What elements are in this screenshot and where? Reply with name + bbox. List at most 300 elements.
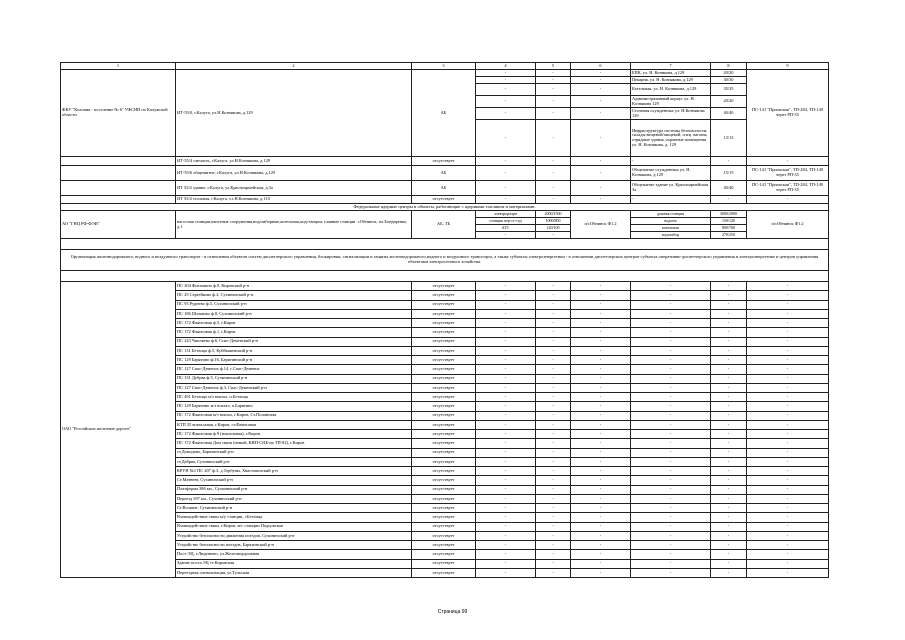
table-cell: -	[476, 300, 536, 309]
object-address-cell: ПС 127 Спас-Деменск ф.14, г.Спас-Деменск	[176, 365, 412, 374]
table-cell: -	[631, 319, 711, 328]
subsystem-name-cell: котельная	[631, 225, 711, 232]
table-cell: -	[711, 494, 747, 503]
category-cell: отсутствует	[412, 513, 476, 522]
category-cell: отсутствует	[412, 485, 476, 494]
table-cell: -	[536, 448, 571, 457]
table-row	[61, 309, 829, 318]
table-row	[61, 494, 829, 503]
object-address-cell: ИТ-55/0, г.Калуга, ул.Н.Кознякова, д.129	[176, 70, 412, 157]
table-cell	[61, 271, 829, 282]
sub-object-cell: Котельная, ул. Н. Кознякова, д.129	[631, 84, 711, 96]
table-cell: -	[747, 439, 829, 448]
table-cell: -	[476, 96, 536, 108]
table-row	[61, 531, 829, 540]
category-cell: отсутствует	[412, 420, 476, 429]
table-cell: -	[571, 411, 631, 420]
table-cell: -	[571, 568, 631, 577]
table-cell: -	[747, 356, 829, 365]
object-address-cell: ПС 127 Спас-Деменск ф.3, Спас-Деменский р-н	[176, 383, 412, 392]
table-cell: -	[571, 494, 631, 503]
category-cell: отсутствует	[412, 522, 476, 531]
table-cell: -	[571, 504, 631, 513]
table-cell: -	[711, 531, 747, 540]
table-cell: -	[631, 328, 711, 337]
table-cell: -	[571, 328, 631, 337]
category-cell: отсутствует	[412, 448, 476, 457]
table-cell: -	[476, 309, 536, 318]
object-address-cell: Ст.Матвеев, Сухиничский р-н	[176, 476, 412, 485]
table-row	[61, 393, 829, 402]
table-cell: -	[476, 232, 536, 239]
table-row	[61, 504, 829, 513]
table-cell: -	[631, 282, 711, 291]
table-cell: -	[747, 309, 829, 318]
table-cell: -	[536, 84, 571, 96]
table-cell: -	[747, 513, 829, 522]
table-cell: -	[536, 522, 571, 531]
table-cell: -	[571, 402, 631, 411]
table-cell: -	[631, 402, 711, 411]
organization-cell: ОАО "Российские железные дороги"	[61, 282, 176, 578]
table-cell	[61, 181, 176, 196]
table-row	[61, 346, 829, 355]
table-cell: -	[536, 513, 571, 522]
table-cell: -	[571, 485, 631, 494]
table-cell: -	[711, 309, 747, 318]
table-cell: -	[476, 282, 536, 291]
table-cell: -	[571, 157, 631, 166]
table-cell: -	[711, 457, 747, 466]
table-cell: -	[571, 393, 631, 402]
sub-object-cell: Столовая осужденных ул. Н.Кознякова 129	[631, 108, 711, 120]
table-cell: -	[571, 531, 631, 540]
table-cell: -	[711, 513, 747, 522]
table-cell: -	[631, 393, 711, 402]
table-cell: -	[631, 420, 711, 429]
column-header-4: 4	[476, 63, 536, 70]
table-row	[61, 181, 829, 196]
value-cell: 1000/800	[536, 218, 571, 225]
table-cell: -	[476, 439, 536, 448]
object-address-cell: ПС 131 Дубрва ф.5, Сухиничский р-н	[176, 374, 412, 383]
table-cell: -	[536, 96, 571, 108]
category-cell: отсутствует	[412, 411, 476, 420]
table-cell: -	[747, 383, 829, 392]
table-cell: -	[631, 467, 711, 476]
table-row	[61, 513, 829, 522]
table-cell: -	[571, 374, 631, 383]
object-address-cell: насосная станция,очистные сооружения,водозаборные,котельная,подстанции, главные станции. г.Обнинск, пл.Бондаренко, д.1	[176, 211, 412, 239]
value-cell: 35/35	[711, 84, 747, 96]
table-cell: -	[476, 346, 536, 355]
table-cell: -	[536, 559, 571, 568]
table-cell: -	[476, 531, 536, 540]
value-cell: 120/100	[536, 225, 571, 232]
object-address-cell: Переездная сигнализация, ул.Тульская	[176, 568, 412, 577]
table-cell: -	[476, 513, 536, 522]
table-cell: -	[571, 365, 631, 374]
category-cell: отсутствует	[412, 393, 476, 402]
category-cell: отсутствует	[412, 439, 476, 448]
object-address-cell: Платформа 386 км., Сухиничский р-н	[176, 485, 412, 494]
table-cell: -	[711, 420, 747, 429]
table-row	[61, 374, 829, 383]
table-cell	[61, 157, 176, 166]
table-row	[61, 411, 829, 420]
table-cell: -	[476, 430, 536, 439]
table-row	[61, 559, 829, 568]
table-cell: -	[536, 328, 571, 337]
category-cell: отсутствует	[412, 550, 476, 559]
table-cell: -	[711, 411, 747, 420]
table-cell: -	[536, 457, 571, 466]
table-cell: -	[476, 420, 536, 429]
table-row	[61, 300, 829, 309]
sub-object-cell: Пекарня, ул. Н. Козиякова, д.129	[631, 77, 711, 84]
table-cell: -	[571, 77, 631, 84]
sub-object-cell: Инфраструктура системы безопасности, склады вещевой/пищевой, спец. вагоны, отрядные здания, охранные помещения ул. Н. Кознякова, д. 129	[631, 120, 711, 157]
table-cell: -	[747, 559, 829, 568]
table-row	[61, 356, 829, 365]
value-cell: 40/40	[711, 181, 747, 196]
table-cell: -	[476, 559, 536, 568]
category-cell: отсутствует	[412, 300, 476, 309]
table-cell: -	[476, 365, 536, 374]
table-cell: -	[536, 291, 571, 300]
table-cell	[61, 239, 829, 250]
table-cell: -	[536, 356, 571, 365]
table-row	[61, 476, 829, 485]
table-cell: -	[747, 568, 829, 577]
table-cell: -	[536, 120, 571, 157]
table-cell: -	[631, 531, 711, 540]
table-cell: -	[747, 319, 829, 328]
category-cell: АБ, ТБ	[412, 211, 476, 239]
table-cell: -	[631, 485, 711, 494]
table-cell: -	[571, 457, 631, 466]
table-row	[61, 70, 829, 77]
table-cell: -	[571, 448, 631, 457]
category-cell: отсутствует	[412, 504, 476, 513]
category-cell: отсутствует	[412, 476, 476, 485]
table-cell: -	[631, 300, 711, 309]
table-cell: -	[631, 476, 711, 485]
object-address-cell: ПС 131 Бетлица ф.5, Куйбышевский р-н	[176, 346, 412, 355]
object-address-cell: Ст.Волшне, Сухиничский р-н	[176, 504, 412, 513]
table-cell: -	[747, 467, 829, 476]
table-cell: -	[711, 504, 747, 513]
power-source-cell: п/сОбнинск Ф1.2	[571, 211, 631, 239]
category-cell: отсутствует	[412, 309, 476, 318]
object-address-cell: ст.Домодово, Барятинский р-н	[176, 448, 412, 457]
object-table	[60, 62, 829, 578]
table-cell: -	[536, 166, 571, 181]
object-address-cell: ПС 93 Руднево ф.5, Сухиничский р-н	[176, 300, 412, 309]
category-cell: отсутствует	[412, 457, 476, 466]
table-cell: -	[536, 531, 571, 540]
spacer-row	[61, 239, 829, 250]
table-cell: -	[747, 531, 829, 540]
value-cell: 270/250	[711, 232, 747, 239]
object-address-cell: ПС 491 Бетлица м/з вокзал, п.Бетлица	[176, 393, 412, 402]
table-cell: -	[747, 328, 829, 337]
column-header-2: 2	[176, 63, 412, 70]
category-cell: отсутствует	[412, 568, 476, 577]
spacer-row	[61, 271, 829, 282]
category-cell: отсутствует	[412, 467, 476, 476]
table-cell: -	[476, 541, 536, 550]
table-cell: -	[747, 541, 829, 550]
sub-object-cell: -	[631, 196, 711, 204]
table-row	[61, 541, 829, 550]
power-source-cell: п/сОбнинск Ф1.2	[747, 211, 829, 239]
table-row	[61, 337, 829, 346]
table-cell: -	[711, 393, 747, 402]
table-cell: -	[571, 513, 631, 522]
table-cell: -	[476, 402, 536, 411]
table-cell: -	[536, 504, 571, 513]
category-cell: отсутствует	[412, 291, 476, 300]
table-cell: -	[711, 328, 747, 337]
category-cell: отсутствует	[412, 356, 476, 365]
table-cell: -	[571, 108, 631, 120]
column-header-9: 9	[747, 63, 829, 70]
table-cell: -	[711, 282, 747, 291]
table-cell: -	[631, 430, 711, 439]
object-address-cell: ПС 172 Фаянсовая ф.5, г.Киров	[176, 319, 412, 328]
header-row	[61, 63, 829, 70]
page-number: Страница 99	[437, 609, 468, 615]
table-cell: -	[571, 337, 631, 346]
column-header-5: 5	[536, 63, 571, 70]
table-cell: -	[711, 550, 747, 559]
table-cell: -	[571, 319, 631, 328]
value-cell: 3000/2900	[711, 211, 747, 218]
table-cell: -	[571, 430, 631, 439]
sub-object-cell: Общежитие здание ул. Красноармейская 3а	[631, 181, 711, 196]
category-cell: отсутствует	[412, 346, 476, 355]
object-address-cell: ИТ 55/4 столовая, г.Калуга, т.з.Н.Кознякова, д.110	[176, 196, 412, 204]
sub-object-cell: Общежитие осужденных ул. Н. Кознякова, д.129	[631, 166, 711, 181]
table-cell: -	[536, 411, 571, 420]
organization-cell: ФКУ "Колония - поселение № 6" УФСИН по Калужской области	[61, 70, 176, 157]
table-cell: -	[571, 96, 631, 108]
value-cell: -	[711, 157, 747, 166]
table-cell: -	[571, 291, 631, 300]
table-cell: -	[631, 568, 711, 577]
table-cell: -	[711, 383, 747, 392]
power-source-cell: ПС-141 "Приокская", ТП-284, ТП-149 через РП-35	[747, 181, 829, 196]
object-address-cell: ПС 129 Барятино м/з вокзал, п.Барятино	[176, 402, 412, 411]
object-address-cell: Переезд 397 км., Сухиничский р-н	[176, 494, 412, 503]
object-address-cell: Здание поста ЭЦ ст.Кировская	[176, 559, 412, 568]
table-cell: -	[536, 108, 571, 120]
table-cell: -	[476, 120, 536, 157]
table-cell: -	[571, 467, 631, 476]
table-cell: -	[536, 494, 571, 503]
table-cell: -	[711, 346, 747, 355]
object-address-cell: ИТ 55/4 здание, г.Калуга, ул.Красноармейская, д.3а	[176, 181, 412, 196]
table-cell: -	[571, 84, 631, 96]
table-row	[61, 365, 829, 374]
table-cell	[61, 196, 176, 204]
column-header-6: 6	[571, 63, 631, 70]
table-cell: -	[476, 84, 536, 96]
table-cell: -	[536, 430, 571, 439]
table-cell: -	[631, 439, 711, 448]
table-cell	[61, 166, 176, 181]
table-cell: -	[571, 383, 631, 392]
table-row	[61, 550, 829, 559]
table-cell: -	[476, 504, 536, 513]
table-cell: -	[536, 476, 571, 485]
value-cell: -	[711, 196, 747, 204]
table-cell: -	[536, 383, 571, 392]
table-cell: -	[631, 356, 711, 365]
value-cell: 150/120	[711, 218, 747, 225]
object-address-cell: КТП 35 вокзальная, г.Киров, ст.Фаянсовая	[176, 420, 412, 429]
value-cell: 20/20	[711, 96, 747, 108]
table-row	[61, 196, 829, 204]
table-cell: -	[536, 309, 571, 318]
table-cell: -	[571, 356, 631, 365]
table-cell: -	[476, 411, 536, 420]
table-cell: -	[476, 356, 536, 365]
table-cell: -	[536, 70, 571, 77]
table-row	[61, 430, 829, 439]
table-cell: -	[571, 476, 631, 485]
table-cell: -	[476, 319, 536, 328]
subsystem-name-cell: АТС	[476, 225, 536, 232]
value-cell: 2000/1500	[536, 211, 571, 218]
table-cell: -	[747, 430, 829, 439]
column-header-3: 3	[412, 63, 476, 70]
table-row	[61, 568, 829, 577]
table-cell: -	[711, 485, 747, 494]
category-cell: АБ	[412, 181, 476, 196]
table-cell: -	[711, 374, 747, 383]
category-cell: АБ	[412, 166, 476, 181]
table-cell: -	[711, 448, 747, 457]
object-address-cell: ст.Дабрва, Сухиничский р-н	[176, 457, 412, 466]
table-cell: -	[476, 337, 536, 346]
object-address-cell: ПС 172 Фаянсовая Дом связи (новый, КИП-СЦБ-на ТП-82), г.Киров	[176, 439, 412, 448]
table-cell: -	[476, 374, 536, 383]
table-row	[61, 291, 829, 300]
table-cell: -	[747, 420, 829, 429]
subsystem-name-cell: водоем	[631, 218, 711, 225]
table-cell: -	[536, 568, 571, 577]
table-cell: -	[536, 402, 571, 411]
table-cell: -	[476, 494, 536, 503]
table-cell: -	[711, 356, 747, 365]
table-cell: -	[747, 393, 829, 402]
object-address-cell: ИТ-55/4 санчасть, г.Калуга, ул.Н.Кознякова, д.129	[176, 157, 412, 166]
table-cell: -	[571, 420, 631, 429]
object-address-cell: КРУН №1 ПС 207 ф.3, д.Тербуны, Хвастовичский р-н	[176, 467, 412, 476]
table-cell: -	[536, 550, 571, 559]
category-cell: отсутствует	[412, 383, 476, 392]
table-cell: -	[536, 77, 571, 84]
table-cell: -	[536, 282, 571, 291]
table-row	[61, 485, 829, 494]
table-cell: -	[571, 309, 631, 318]
table-cell: -	[631, 457, 711, 466]
table-cell: -	[747, 374, 829, 383]
table-cell: -	[536, 541, 571, 550]
table-cell: -	[476, 157, 536, 166]
table-cell: -	[571, 300, 631, 309]
table-cell: -	[747, 291, 829, 300]
table-cell: -	[571, 120, 631, 157]
category-cell: отсутствует	[412, 365, 476, 374]
table-cell: -	[476, 568, 536, 577]
table-cell: -	[747, 457, 829, 466]
table-cell: -	[711, 291, 747, 300]
table-cell: -	[536, 374, 571, 383]
table-cell: -	[711, 559, 747, 568]
table-cell: -	[747, 522, 829, 531]
table-cell: -	[571, 439, 631, 448]
table-cell: -	[631, 513, 711, 522]
category-cell: отсутствует	[412, 328, 476, 337]
category-cell: отсутствует	[412, 157, 476, 166]
table-cell: -	[571, 282, 631, 291]
table-row	[61, 282, 829, 291]
table-cell: -	[711, 541, 747, 550]
category-cell: АБ	[412, 70, 476, 157]
category-cell: отсутствует	[412, 319, 476, 328]
category-cell: отсутствует	[412, 494, 476, 503]
category-cell: отсутствует	[412, 531, 476, 540]
table-cell: -	[747, 411, 829, 420]
column-header-7: 7	[631, 63, 711, 70]
table-cell: -	[631, 559, 711, 568]
table-row	[61, 166, 829, 181]
table-cell: -	[476, 70, 536, 77]
table-cell: -	[711, 402, 747, 411]
power-source-cell: -	[747, 196, 829, 204]
table-cell: -	[711, 337, 747, 346]
object-address-cell: ПС 25 Сергейково ф.2, Сухиничский р-н	[176, 291, 412, 300]
table-cell: -	[476, 328, 536, 337]
subsystem-name-cell: водозабор	[631, 232, 711, 239]
table-cell: -	[571, 541, 631, 550]
table-cell: -	[536, 196, 571, 204]
table-cell: -	[476, 522, 536, 531]
table-row	[61, 211, 829, 218]
table-cell: -	[536, 232, 571, 239]
table-row	[61, 448, 829, 457]
table-cell: -	[571, 196, 631, 204]
table-cell: -	[631, 541, 711, 550]
table-cell: -	[747, 448, 829, 457]
value-cell: 15/15	[711, 166, 747, 181]
table-row	[61, 157, 829, 166]
table-cell: -	[476, 383, 536, 392]
table-cell: -	[571, 346, 631, 355]
table-cell: -	[747, 300, 829, 309]
object-address-cell: ПС 223 Чипляево ф.6, Спас-Деменский р-н	[176, 337, 412, 346]
subsystem-name-cell: станция пер-сг-сод	[476, 218, 536, 225]
table-cell: -	[536, 319, 571, 328]
category-cell: отсутствует	[412, 337, 476, 346]
column-header-8: 8	[711, 63, 747, 70]
section-band	[61, 250, 829, 271]
table-cell: -	[476, 457, 536, 466]
table-cell: -	[711, 522, 747, 531]
